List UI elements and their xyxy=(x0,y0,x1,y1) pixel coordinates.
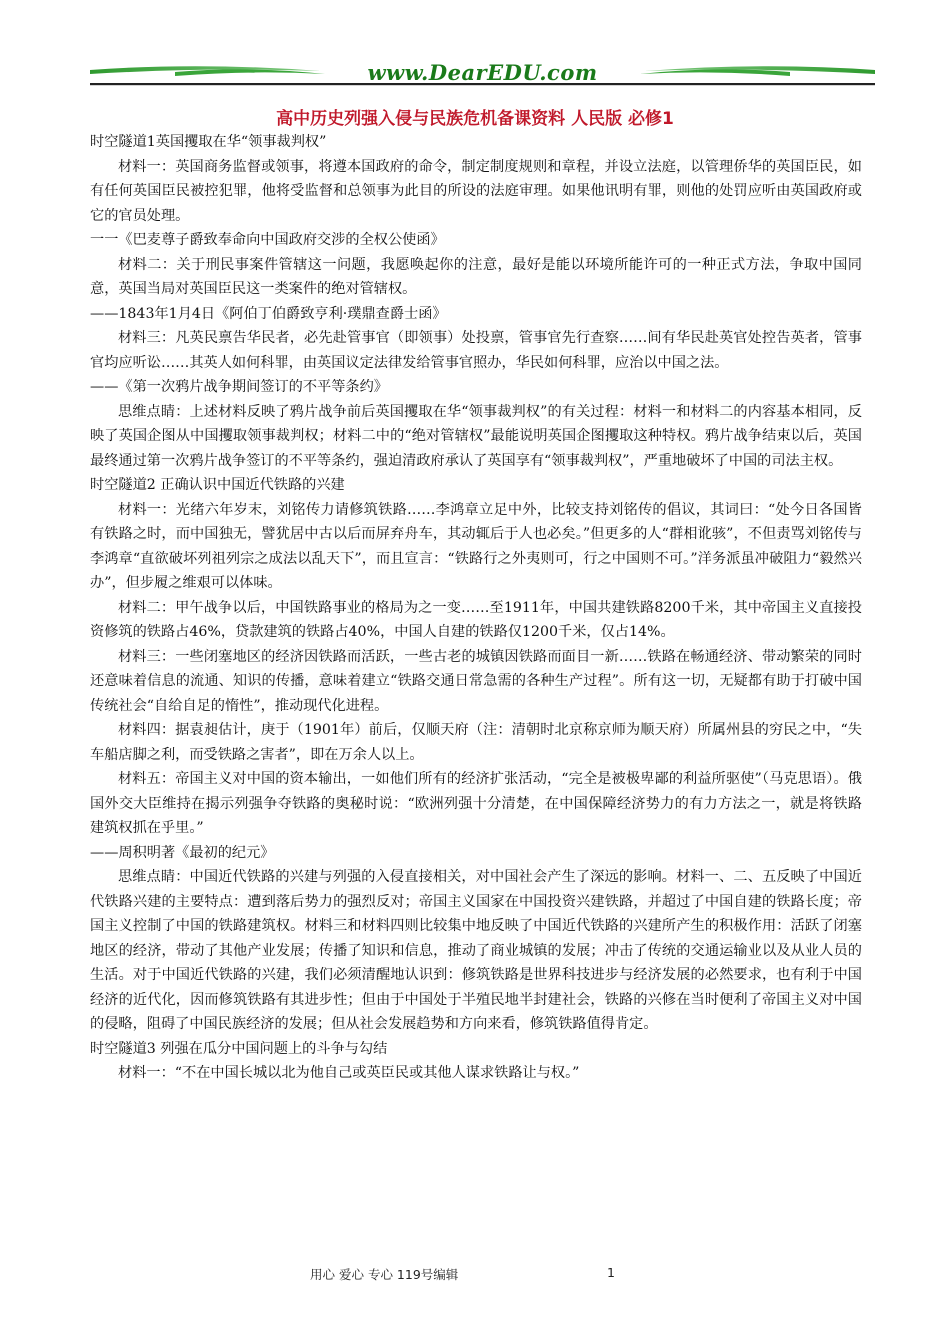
section-line: ——周积明著《最初的纪元》 xyxy=(90,844,275,861)
body-paragraph: 材料四：据袁昶估计，庚于（1901年）前后，仅顺天府（注：清朝时北京称京师为顺天府）所属州县的穷民之中，“失车船店脚之利，而受铁路之害者”，即在万余人以上。 xyxy=(90,722,862,763)
section-line: 时空隧道3 列强在瓜分中国问题上的斗争与勾结 xyxy=(90,1040,388,1057)
body-paragraph: 材料二：甲午战争以后，中国铁路事业的格局为之一变……至1911年，中国共建铁路8200千米，其中帝国主义直接投资修筑的铁路占46%，贷款建筑的铁路占40%，中国人自建的铁路仅1200千米，仅占14%。 xyxy=(90,599,862,640)
site-header xyxy=(80,58,885,94)
body-paragraph: 材料三：凡英民禀告华民者，必先赴管事官（即领事）处投禀，管事官先行查察……间有华民赴英官处控告英者，管事官均应听讼……其英人如何科罪，由英国议定法律发给管事官照办，华民如何科罪，应治以中国之法。 xyxy=(90,330,862,371)
page-number: 1 xyxy=(607,1265,615,1280)
body-paragraph: 材料二：关于刑民事案件管辖这一问题，我愿唤起你的注意，最好是能以环境所能许可的一种正式方法，争取中国同意，英国当局对英国臣民这一类案件的绝对管辖权。 xyxy=(90,256,862,297)
body-paragraph: 材料一：光绪六年岁末，刘铭传力请修筑铁路……李鸿章立足中外，比较支持刘铭传的倡议，其词曰：“处今日各国皆有铁路之时，而中国独无，譬犹居中古以后而屏弃舟车，其动辄后于人也必矣。”但更多的人“群相讹骇”，不但责骂刘铭传与李鸿章“直欲破坏列祖列宗之成法以乱天下”，而且宣言：“铁路行之外夷则可，行之中国则不可。”洋务派虽冲破阻力“毅然兴办”，但步履之维艰可以体味。 xyxy=(90,501,862,591)
body-paragraph: 材料三：一些闭塞地区的经济因铁路而活跃，一些古老的城镇因铁路而面目一新……铁路在畅通经济、带动繁荣的同时还意味着信息的流通、知识的传播，意味着建立“铁路交通日常急需的各种生产过程”。所有这一切，无疑都有助于打破中国传统社会“自给自足的惰性”，推动现代化进程。 xyxy=(90,648,862,714)
site-logo: www.DearEDU.com xyxy=(367,60,598,85)
body-paragraph: 材料五：帝国主义对中国的资本输出，一如他们所有的经济扩张活动，“完全是被极卑鄙的利益所驱使”（马克思语）。俄国外交大臣维持在揭示列强争夺铁路的奥秘时说：“欧洲列强十分清楚，在中国保障经济势力的有力方法之一，就是将铁路建筑权抓在乎里。” xyxy=(90,771,862,836)
section-line: 一一《巴麦尊子爵致奉命向中国政府交涉的全权公使函》 xyxy=(90,232,445,248)
section-line: ——《第一次鸦片战争期间签订的不平等条约》 xyxy=(90,379,388,395)
document-body xyxy=(90,130,862,1086)
footer-text: 用心 爱心 专心 119号编辑 xyxy=(310,1267,459,1282)
body-paragraph: 材料一：英国商务监督或领事，将遵本国政府的命令，制定制度规则和章程，并设立法庭，以管理侨华的英国臣民，如有任何英国臣民被控犯罪，他将受监督和总领事为此目的所设的法庭审理。如果他讯明有罪，则他的处罚应听由英国政府或它的官员处理。 xyxy=(90,158,862,224)
section-line: 时空隧道1英国攫取在华“领事裁判权” xyxy=(90,134,327,150)
body-paragraph: 思维点睛：中国近代铁路的兴建与列强的入侵直接相关，对中国社会产生了深远的影响。材料一、二、五反映了中国近代铁路兴建的主要特点：遭到落后势力的强烈反对；帝国主义国家在中国投资兴建铁路，并超过了中国自建的铁路长度；帝国主义控制了中国的铁路建筑权。材料三和材料四则比较集中地反映了中国近代铁路的兴建所产生的积极作用：活跃了闭塞地区的经济，带动了其他产业发展；传播了知识和信息，推动了商业城镇的发展；冲击了传统的交通运输业以及从业人员的生活。对于中国近代铁路的兴建，我们必须清醒地认识到：修筑铁路是世界科技进步与经济发展的必然要求，也有利于中国经济的近代化，因而修筑铁路有其进步性；但由于中国处于半殖民地半封建社会，铁路的兴修在当时便利了帝国主义对中国的侵略，阻碍了中国民族经济的发展；但从社会发展趋势和方向来看，修筑铁路值得肯定。 xyxy=(90,869,862,1032)
document-title: 高中历史列强入侵与民族危机备课资料 人民版 必修1 xyxy=(276,109,674,129)
body-paragraph: 思维点睛：上述材料反映了鸦片战争前后英国攫取在华“领事裁判权”的有关过程：材料一和材料二的内容基本相同，反映了英国企图从中国攫取领事裁判权；材料二中的“绝对管辖权”最能说明英国企图攫取这种特权。鸦片战争结束以后，英国最终通过第一次鸦片战争签订的不平等条约，强迫清政府承认了英国享有“领事裁判权”，严重地破坏了中国的司法主权。 xyxy=(90,403,862,469)
section-line: ——1843年1月4日《阿伯丁伯爵致亨利·璞鼎查爵士函》 xyxy=(90,305,447,322)
body-paragraph: 材料一：“不在中国长城以北为他自己或英臣民或其他人谋求铁路让与权。” xyxy=(118,1065,580,1081)
section-line: 时空隧道2 正确认识中国近代铁路的兴建 xyxy=(90,477,345,493)
